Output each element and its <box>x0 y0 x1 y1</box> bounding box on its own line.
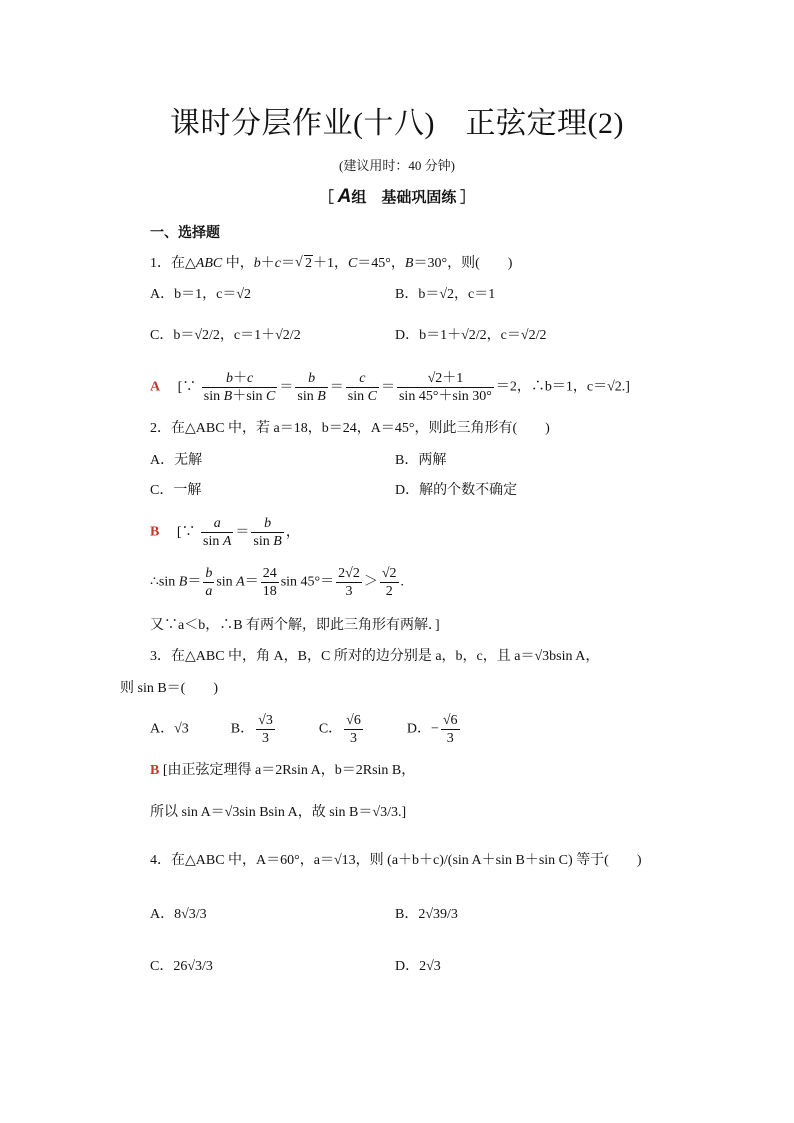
q2-solution-line2: ∴sin B＝ $\frac{b}{a}$ sin A＝ $\frac{24}{18}$ sin 45°＝ $\frac{2√2}{3}$ ＞ $\frac{√2}{2}$ . <box>150 566 405 599</box>
q4-option-d: D．2√3 <box>395 959 441 974</box>
q1-stem-text: ＝30°，则( ) <box>413 256 513 271</box>
q2-option-a: A．无解 <box>150 453 203 468</box>
q1-stem-text: ＋ <box>260 256 275 271</box>
q1-option-d: D．b＝1＋√2/2，c＝√2/2 <box>395 328 547 343</box>
q1-stem-var: B <box>404 256 414 271</box>
q1-stem-var: b <box>253 256 261 271</box>
q1-stem-radicand: 2 <box>304 256 312 271</box>
q3-stem-line2: 则 sin B＝( ) <box>120 681 218 696</box>
q3-options: A．√3 B． $\frac{√3}{3}$ C． $\frac{√6}{3}$ D．− $\frac{√6}{3}$ <box>150 713 458 746</box>
group-heading: ［ A组 基础巩固练 ］ <box>318 186 476 207</box>
q2-answer-letter: B <box>150 524 160 540</box>
q4-stem: 4．在△ABC 中，A＝60°，a＝√13，则 (a＋b＋c)/(sin A＋sin B＋sin C) 等于( ) <box>150 853 642 868</box>
q1-stem <box>150 255 512 273</box>
q2-solution-formula1: [∵ $\frac{a}{\text{sin A}}$ ＝ $\frac{b}{\text{sin B}}$ ， <box>162 516 300 549</box>
group-label: 组 基础巩固练 <box>351 190 457 206</box>
q4-option-a: A．8√3/3 <box>150 907 207 922</box>
q3-stem-line1: 3．在△ABC 中，角 A，B，C 所对的边分别是 a，b，c，且 a＝√3bsin A， <box>150 649 600 664</box>
q1-stem-text: 中， <box>222 256 254 271</box>
q1-stem-var: ABC <box>195 256 223 271</box>
sqrt-symbol <box>295 255 313 273</box>
q1-option-a: A．b＝1，c＝√2 <box>150 287 252 302</box>
q2-solution-line3: 又∵a＜b，∴B 有两个解，即此三角形有两解．] <box>150 618 440 633</box>
q2-solution-line1 <box>150 515 300 550</box>
q1-stem-text: ＝ <box>280 256 295 271</box>
q4-option-b: B．2√39/3 <box>395 907 458 922</box>
q1-stem-text: ＋1， <box>312 256 348 271</box>
q4-option-c: C．26√3/3 <box>150 959 213 974</box>
q1-solution-tail: ＝2，∴b＝1，c＝√2.] <box>495 379 630 395</box>
q2-option-c: C．一解 <box>150 483 202 498</box>
q2-stem: 2．在△ABC 中，若 a＝18，b＝24，A＝45°，则此三角形有( ) <box>150 421 550 436</box>
q3-solution-text1: [由正弦定理得 a＝2Rsin A，b＝2Rsin B， <box>162 763 416 778</box>
q1-option-c: C．b＝√2/2，c＝1＋√2/2 <box>150 328 301 343</box>
q2-option-b: B．两解 <box>395 453 447 468</box>
page-title: 课时分层作业(十八) 正弦定理(2) <box>170 107 624 140</box>
q1-solution-formula: [∵ $\frac{b+c}{\text{sin B＋sin C}}$ ＝ $\frac{b}{\text{sin B}}$ ＝ $\frac{c}{\text{sin C}}$ ＝ $\frac{√2+1}{\sin 45^\circ+\sin 30^\circ}$ <box>163 371 492 404</box>
q2-option-d: D．解的个数不确定 <box>395 483 518 498</box>
q1-answer-letter: A <box>150 379 161 395</box>
q1-stem-text: 1．在△ <box>150 256 196 271</box>
q3-answer-letter: B <box>150 763 160 778</box>
time-note: (建议用时：40 分钟) <box>339 158 455 173</box>
q3-solution-line1 <box>150 762 415 780</box>
q1-stem-var: C <box>347 256 358 271</box>
q1-option-b: B．b＝√2，c＝1 <box>395 287 496 302</box>
q1-solution <box>150 370 630 405</box>
q1-stem-var: c <box>274 256 281 271</box>
group-badge: A <box>337 186 352 207</box>
q1-stem-text: ＝45°， <box>357 256 405 271</box>
section-heading: 一、选择题 <box>150 226 220 241</box>
q3-solution-line2: 所以 sin A＝√3sin Bsin A，故 sin B＝√3/3.] <box>150 805 407 820</box>
